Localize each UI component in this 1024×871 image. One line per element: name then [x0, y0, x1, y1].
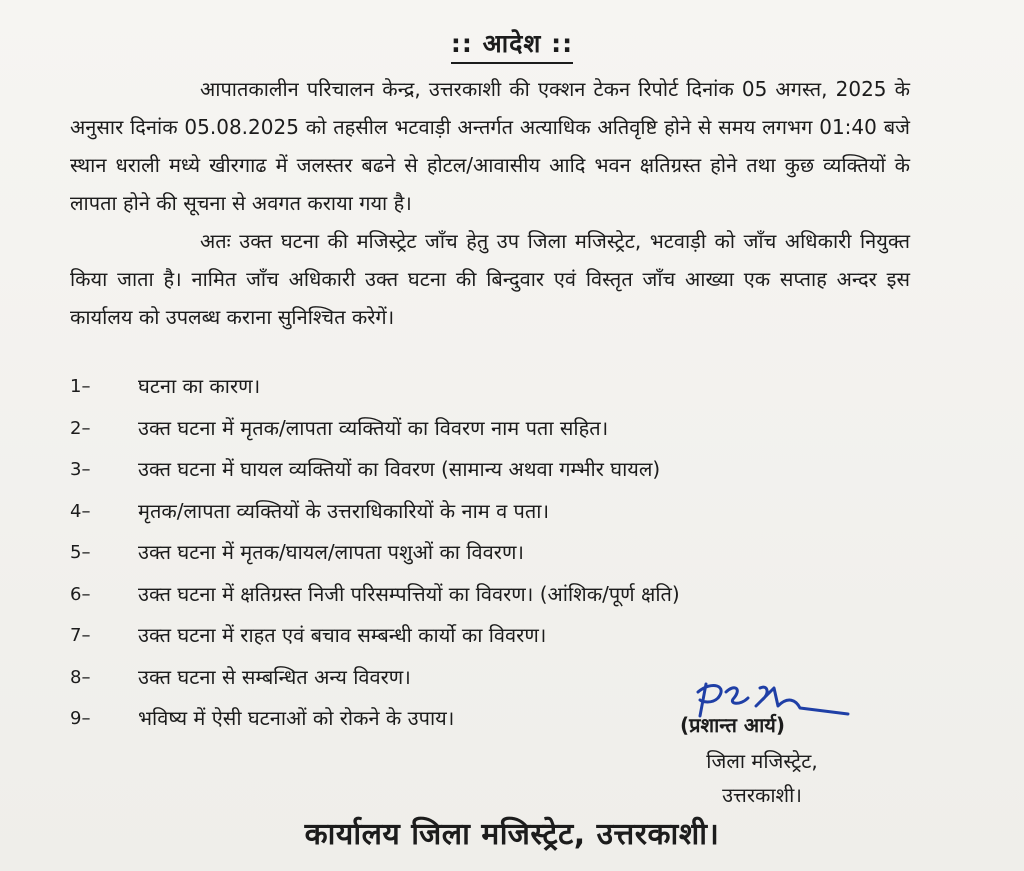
- signer-name: (प्रशान्त आर्य): [680, 713, 786, 737]
- list-item: [70, 366, 910, 408]
- signer-place: उत्तरकाशी।: [722, 783, 802, 807]
- list-item: [70, 449, 910, 491]
- item-number: 5–: [70, 542, 91, 563]
- item-text: उक्त घटना में मृतक/घायल/लापता पशुओं का विवरण।: [138, 540, 524, 564]
- item-text: उक्त घटना से सम्बन्धित अन्य विवरण।: [138, 664, 411, 689]
- item-number: 7–: [70, 625, 91, 646]
- list-item: [70, 574, 910, 616]
- list-item: [70, 408, 910, 450]
- item-text: मृतक/लापता व्यक्तियों के उत्तराधिकारियों के नाम व पता।: [138, 498, 550, 523]
- signer-designation: जिला मजिस्ट्रेट,: [706, 749, 818, 773]
- order-title: [0, 26, 1024, 64]
- list-item: [70, 532, 910, 574]
- office-footer: कार्यालय जिला मजिस्ट्रेट, उत्तरकाशी।: [304, 817, 720, 852]
- item-number: 4–: [70, 500, 91, 522]
- item-text: उक्त घटना में घायल व्यक्तियों का विवरण (सामान्य अथवा गम्भीर घायल): [138, 457, 661, 481]
- paragraph-report: आपातकालीन परिचालन केन्द्र, उत्तरकाशी की एक्शन टेकन रिपोर्ट दिनांक 05 अगस्त, 2025 के अनुसार दिनांक 05.08.2025 को तहसील भटवाड़ी अन्तर्गत अत्याधिक अतिवृष्टि होने से समय लगभग 01:40 बजे स्थान धराली मध्ये खीरगाढ में जलस्तर बढने से होटल/आवासीय आदि भवन क्षतिग्रस्त होने तथा कुछ व्यक्तियों के लापता होने की सूचना से अवगत कराया गया है।: [70, 77, 910, 215]
- item-text: घटना का कारण।: [138, 374, 261, 398]
- order-body: [70, 70, 910, 336]
- list-item: [70, 615, 910, 657]
- item-number: 9–: [70, 708, 91, 729]
- order-title-text: :: आदेश ::: [451, 26, 573, 64]
- item-text: उक्त घटना में क्षतिग्रस्त निजी परिसम्पत्तियों का विवरण। (आंशिक/पूर्ण क्षति): [138, 581, 680, 606]
- item-text: उक्त घटना में मृतक/लापता व्यक्तियों का विवरण नाम पता सहित।: [138, 415, 609, 440]
- item-number: 3–: [70, 459, 91, 480]
- item-number: 2–: [70, 417, 91, 439]
- signer-block: [662, 744, 862, 812]
- item-text: उक्त घटना में राहत एवं बचाव सम्बन्धी कार्यो का विवरण।: [138, 623, 547, 647]
- item-number: 8–: [70, 666, 91, 688]
- item-number: 6–: [70, 583, 91, 605]
- list-item: [70, 491, 910, 533]
- item-text: भविष्य में ऐसी घटनाओं को रोकने के उपाय।: [138, 706, 455, 730]
- item-number: 1–: [70, 376, 91, 397]
- paragraph-inquiry: अतः उक्त घटना की मजिस्ट्रेट जाँच हेतु उप जिला मजिस्ट्रेट, भटवाड़ी को जाँच अधिकारी नियुक्त किया जाता है। नामित जाँच अधिकारी उक्त घटना की बिन्दुवार एवं विस्तृत जाँच आख्या एक सप्ताह अन्दर इस कार्यालय को उपलब्ध कराना सुनिश्चित करेगें।: [70, 229, 910, 329]
